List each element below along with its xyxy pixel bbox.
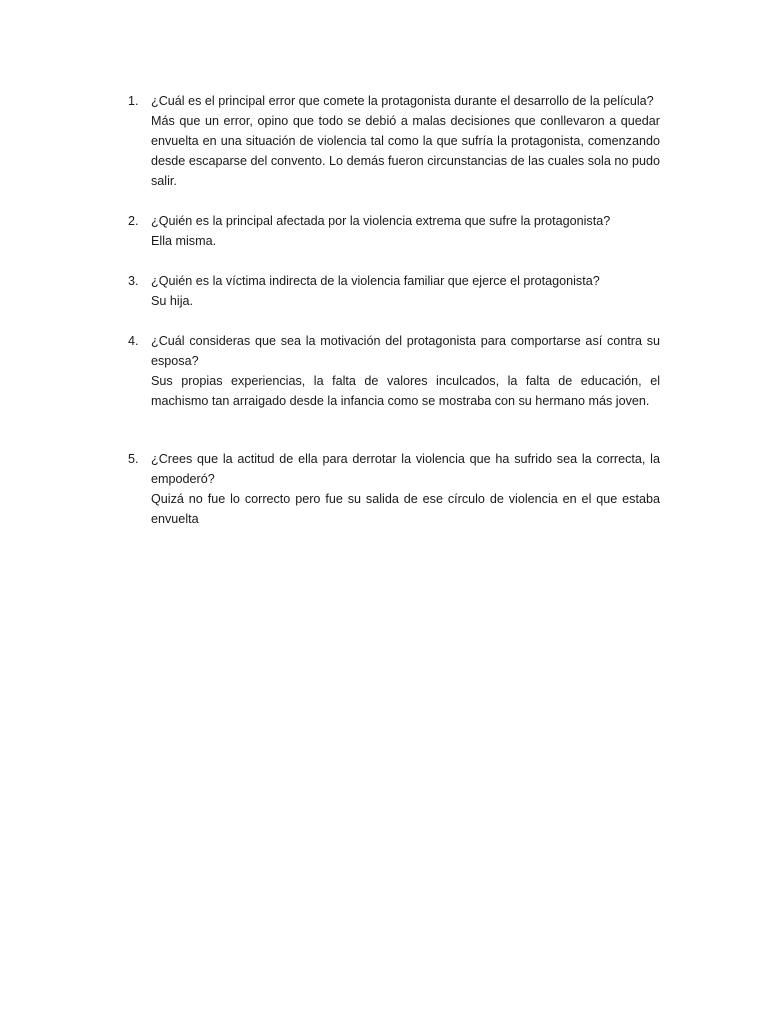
question-text: ¿Cuál consideras que sea la motivación del protagonista para comportarse así contra su esposa? — [151, 334, 660, 368]
item-number: 2. — [128, 214, 139, 228]
list-item — [128, 331, 660, 411]
answer-text: Su hija. — [151, 294, 194, 308]
list-item — [128, 211, 660, 251]
list-item — [128, 271, 660, 311]
question-text: ¿Quién es la principal afectada por la violencia extrema que sufre la protagonista? — [151, 214, 611, 228]
item-number: 3. — [128, 274, 139, 288]
list-item — [128, 449, 660, 529]
question-text: ¿Crees que la actitud de ella para derrotar la violencia que ha sufrido sea la correcta, la empoderó? — [151, 452, 660, 486]
answer-text: Sus propias experiencias, la falta de valores inculcados, la falta de educación, el machismo tan arraigado desde la infancia como se mostraba con su hermano más joven. — [151, 374, 660, 408]
answer-text: Más que un error, opino que todo se debió a malas decisiones que conllevaron a quedar envuelta en una situación de violencia tal como la que sufría la protagonista, comenzando desde escaparse del convento. Lo demás fueron circunstancias de las cuales sola no pudo salir. — [151, 114, 660, 188]
item-number: 1. — [128, 94, 139, 108]
item-number: 5. — [128, 452, 139, 466]
item-number: 4. — [128, 334, 139, 348]
answer-text: Quizá no fue lo correcto pero fue su salida de ese círculo de violencia en el que estaba envuelta — [151, 492, 660, 526]
question-text: ¿Quién es la víctima indirecta de la violencia familiar que ejerce el protagonista? — [151, 274, 600, 288]
question-list — [128, 91, 660, 529]
list-item — [128, 91, 660, 191]
question-text: ¿Cuál es el principal error que comete la protagonista durante el desarrollo de la película? — [151, 94, 654, 108]
answer-text: Ella misma. — [151, 234, 217, 248]
